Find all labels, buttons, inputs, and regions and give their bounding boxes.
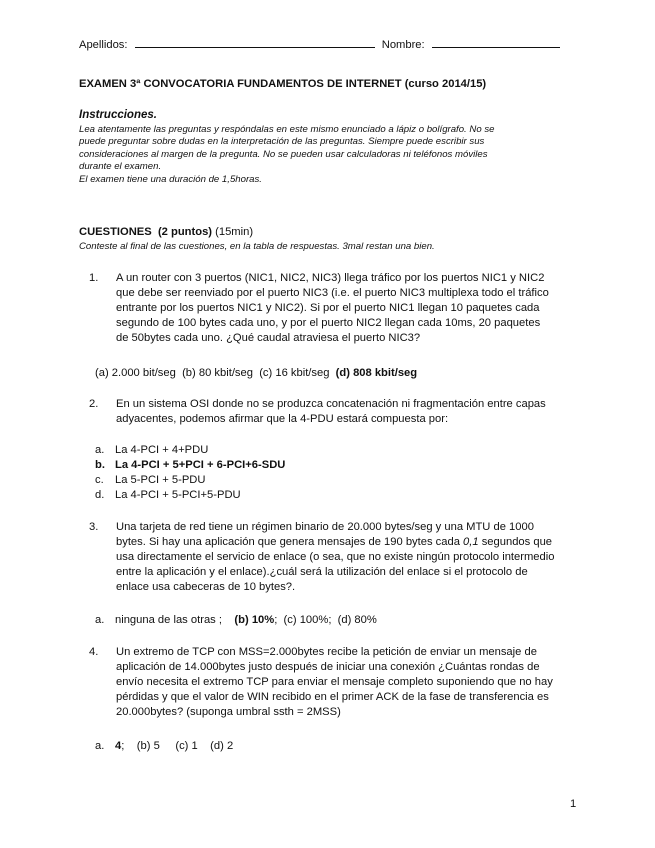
question-4-text <box>116 645 581 720</box>
question-line <box>116 535 581 550</box>
question-line: envío necesita el extremo TCP para enviar el mensaje completo suponiendo que no hay <box>116 676 553 688</box>
question-line: usa directamente el servicio de enlace (o sea, que no existe ningún protocolo intermedio <box>116 551 555 563</box>
nombre-field[interactable] <box>432 37 560 48</box>
option-c: (c) 100%; <box>283 614 332 626</box>
option-a: ninguna de las otras ; <box>115 614 222 626</box>
question-3-options: a. ninguna de las otras ; (b) 10%; (c) 100%; (d) 80% <box>95 614 377 626</box>
instructions-line: puede preguntar sobre dudas en la interpretación de las preguntas. Siempre puede escribir sus <box>79 136 485 148</box>
apellidos-label: Apellidos: <box>79 39 128 51</box>
question-line: 20.000bytes? (suponga umbral ssth = 2MSS) <box>116 706 341 718</box>
option-a-answer: 4 <box>115 740 122 752</box>
instructions-line: El examen tiene una duración de 1,5horas. <box>79 173 262 185</box>
section-title: CUESTIONES <box>79 226 152 238</box>
section-points: (2 puntos) <box>157 226 213 238</box>
option-b: (b) 80 kbit/seg <box>182 367 253 379</box>
text-run-italic: 0,1 <box>463 536 479 548</box>
option-letter: a. <box>95 444 105 456</box>
text-run: segundos que <box>478 536 553 548</box>
question-line: enlace usa cabeceras de 10 bytes?. <box>116 581 296 593</box>
option-d-answer: (d) 808 kbit/seg <box>335 367 418 379</box>
option-row <box>95 473 285 488</box>
question-line: En un sistema OSI donde no se produzca concatenación ni fragmentación entre capas <box>116 398 546 410</box>
instructions-line: durante el examen. <box>79 161 162 173</box>
option-d: (d) 80% <box>337 614 377 626</box>
instructions-line: consideraciones al margen de la pregunta. No se pueden usar calculadoras ni teléfonos móviles <box>79 148 488 160</box>
option-row <box>95 443 285 458</box>
text-run: bytes. Si hay una aplicación que genera mensajes de 190 bytes cada <box>116 536 464 548</box>
option-row-answer <box>95 458 285 473</box>
question-line: que debe ser reenviado por el puerto NIC3 (i.e. el puerto NIC3 multiplexa todo el tráfico <box>116 287 549 299</box>
option-letter: b. <box>95 459 105 471</box>
question-line: entre la aplicación y el enlace).¿cuál será la utilización del enlace si el protocolo de <box>116 566 528 578</box>
section-heading <box>79 225 253 240</box>
nombre-label: Nombre: <box>381 39 425 51</box>
question-2-options <box>95 443 285 503</box>
page-number: 1 <box>570 798 577 810</box>
option-text: La 4-PCI + 5-PCI+5-PDU <box>115 489 241 501</box>
instructions-line: Lea atentamente las preguntas y respóndalas en este mismo enunciado a lápiz o bolígrafo. No se <box>79 124 495 135</box>
question-4-options: a. 4; (b) 5 (c) 1 (d) 2 <box>95 740 234 752</box>
question-2-text <box>116 397 581 427</box>
question-1-options <box>95 366 417 381</box>
apellidos-field[interactable] <box>135 37 375 48</box>
instructions-heading: Instrucciones. <box>79 109 157 121</box>
option-d: (d) 2 <box>210 740 234 752</box>
option-row <box>95 488 285 503</box>
question-line: entrante por los puertos NIC1 y NIC2). Si por el puerto NIC1 llegan 10 paquetes cada <box>116 302 540 314</box>
option-c: (c) 1 <box>175 740 198 752</box>
question-line: Una tarjeta de red tiene un régimen binario de 20.000 bytes/seg y una MTU de 1000 <box>116 521 534 533</box>
question-line: pérdidas y que el valor de WIN recibido en el primer ACK de la fase de transferencia es <box>116 691 549 703</box>
instructions-text <box>79 124 579 186</box>
question-number: 3. <box>89 521 99 533</box>
question-1-text <box>116 271 581 346</box>
option-text: La 4-PCI + 4+PDU <box>115 444 209 456</box>
question-line: adyacentes, podemos afirmar que la 4-PDU estará compuesta por: <box>116 413 449 425</box>
question-line: segundo de 100 bytes cada uno, y por el puerto NIC2 llegan cada 10ms, 20 paquetes <box>116 317 541 329</box>
option-letter: a. <box>95 614 105 626</box>
question-3-text <box>116 520 581 595</box>
question-line: A un router con 3 puertos (NIC1, NIC2, NIC3) llega tráfico por los puertos NIC1 y NIC2 <box>116 272 545 284</box>
question-number: 1. <box>89 272 99 284</box>
exam-title: EXAMEN 3ª CONVOCATORIA FUNDAMENTOS DE INTERNET (curso 2014/15) <box>79 78 487 90</box>
section-time: (15min) <box>215 226 254 238</box>
option-letter: a. <box>95 740 105 752</box>
section-note: Conteste al final de las cuestiones, en la tabla de respuestas. 3mal restan una bien. <box>79 241 435 252</box>
option-a: (a) 2.000 bit/seg <box>95 367 176 379</box>
question-number: 4. <box>89 646 99 658</box>
question-line: Un extremo de TCP con MSS=2.000bytes recibe la petición de enviar un mensaje de <box>116 646 537 658</box>
option-b: (b) 5 <box>136 740 160 752</box>
option-text: La 5-PCI + 5-PDU <box>115 474 206 486</box>
option-b-answer: (b) 10% <box>234 614 275 626</box>
question-number: 2. <box>89 398 99 410</box>
option-c: (c) 16 kbit/seg <box>259 367 330 379</box>
question-line: de 50bytes cada uno. ¿Qué caudal atraviesa el puerto NIC3? <box>116 332 421 344</box>
question-line: aplicación de 14.000bytes justo después de iniciar una conexión ¿Cuántas rondas de <box>116 661 540 673</box>
option-letter: c. <box>95 474 104 486</box>
option-text: La 4-PCI + 5+PCI + 6-PCI+6-SDU <box>115 459 286 471</box>
name-header <box>79 37 579 53</box>
option-letter: d. <box>95 489 105 501</box>
